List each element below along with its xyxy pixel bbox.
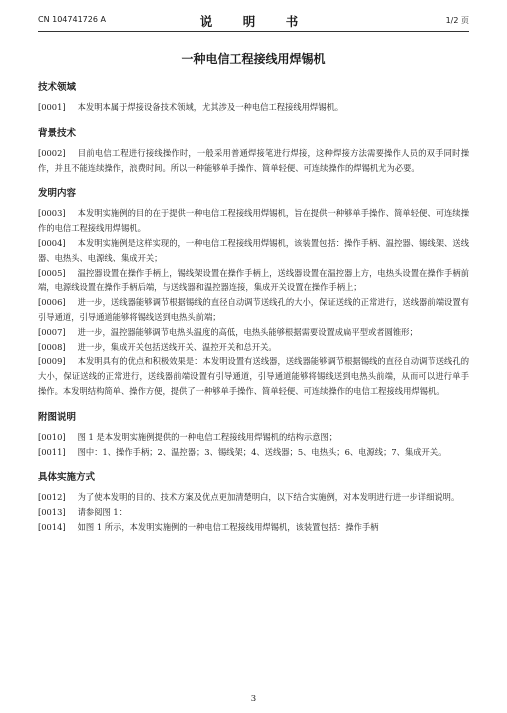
paragraph-number: [0014] — [38, 521, 66, 532]
paragraph-number: [0002] — [38, 147, 66, 158]
header-divider — [38, 31, 469, 32]
paragraph — [38, 295, 469, 325]
paragraph-number: [0009] — [38, 356, 66, 367]
document-title: 一种电信工程接线用焊锡机 — [181, 52, 326, 66]
page-header — [38, 12, 469, 30]
paragraph — [38, 266, 469, 296]
section-gap — [38, 459, 469, 472]
page-number: 3 — [250, 694, 257, 704]
paragraph — [38, 100, 469, 115]
paragraph-number: [0010] — [38, 431, 66, 442]
paragraph — [38, 354, 469, 398]
section-heading: 背景技术 — [38, 127, 77, 139]
paragraph — [38, 430, 469, 445]
paragraph — [38, 236, 469, 266]
paragraph-number: [0011] — [38, 446, 66, 457]
paragraph — [38, 340, 469, 355]
paragraph-number: [0004] — [38, 237, 66, 248]
paragraph — [38, 520, 469, 535]
paragraph — [38, 146, 469, 176]
paragraph-text: 进一步，温控器能够调节电热头温度的高低，电热头能够根据需要设置成扁平型或者圆锥形； — [77, 326, 418, 337]
paragraph-number: [0013] — [38, 507, 66, 518]
paragraph-text: 进一步，送线器能够调节根据锡线的直径自动调节送线孔的大小，保证送线的正常进行，送线器前端设置有引导通道，引导通道能够将锡线送到电热头前端； — [38, 297, 469, 322]
paragraph-text: 图中：1、操作手柄；2、温控器；3、锡线架；4、送线器；5、电热头；6、电源线；7、集成开关。 — [77, 446, 447, 457]
paragraph-number: [0007] — [38, 326, 66, 337]
paragraph — [38, 505, 469, 520]
paragraph-text: 进一步，集成开关包括送线开关、温控开关和总开关。 — [77, 341, 277, 352]
paragraph-text: 本发明本属于焊接设备技术领域，尤其涉及一种电信工程接线用焊锡机。 — [77, 102, 344, 112]
section-heading: 发明内容 — [38, 188, 77, 200]
paragraph-text: 如图 1 所示，本发明实施例的一种电信工程接线用焊锡机，该装置包括：操作手柄 — [77, 521, 379, 532]
document-body — [38, 82, 469, 535]
publication-number: CN 104741726 A — [38, 15, 106, 24]
paragraph-number: [0003] — [38, 208, 66, 219]
paragraph-text: 本发明实施例的目的在于提供一种电信工程接线用焊锡机，旨在提供一种够单手操作、简单轻便、可连续操作的电信工程接线用焊锡机。 — [38, 208, 469, 234]
section-gap — [38, 399, 469, 412]
paragraph-text: 图 1 是本发明实施例提供的一种电信工程接线用焊锡机的结构示意图； — [77, 431, 338, 442]
page-indicator: 1/2 页 — [445, 16, 469, 25]
paragraph-number: [0008] — [38, 341, 66, 352]
paragraph-number: [0005] — [38, 267, 66, 278]
paragraph-text: 目前电信工程进行接线操作时，一般采用普通焊接笔进行焊接，这种焊接方法需要操作人员的双手同时操作，并且不能连续操作，浪费时间。所以一种能够单手操作、简单轻便、可连续操作的焊锡机尤为必要。 — [38, 147, 469, 173]
paragraph-text: 本发明实施例是这样实现的，一种电信工程接线用焊锡机，该装置包括：操作手柄、温控器、锡线架、送线器、电热头、电源线、集成开关； — [38, 237, 469, 263]
paragraph-number: [0012] — [38, 492, 66, 503]
section-heading: 技术领域 — [38, 82, 77, 93]
section-gap — [38, 115, 469, 128]
paragraph — [38, 490, 469, 505]
paragraph-text: 温控器设置在操作手柄上，锡线架设置在操作手柄上，送线器设置在温控器上方，电热头设置在操作手柄前端，电源线设置在操作手柄后端，与送线器和温控器连接，集成开关设置在操作手柄上； — [38, 267, 469, 293]
document-type: 说 明 书 — [199, 14, 308, 29]
paragraph-text: 为了使本发明的目的、技术方案及优点更加清楚明白，以下结合实施例，对本发明进行进一步详细说明。 — [77, 492, 460, 503]
paragraph — [38, 206, 469, 236]
paragraph-number: [0001] — [38, 102, 66, 112]
paragraph-text: 本发明具有的优点和积极效果是：本发明设置有送线器，送线器能够调节根据锡线的直径自动调节送线孔的大小，保证送线的正常进行，送线器前端设置有引导通道，引导通道能够将锡线送到电热头前端，从而可以进行单手操作。本发明结构简单、操作方便，提供了一种够单手操作、简单轻便、可连续操作的电信工程接线用焊锡机。 — [38, 356, 469, 396]
paragraph-text: 请参阅图 1： — [77, 507, 127, 518]
paragraph — [38, 445, 469, 460]
paragraph-number: [0006] — [38, 297, 66, 308]
section-heading: 附图说明 — [38, 411, 77, 423]
paragraph — [38, 325, 469, 340]
section-heading: 具体实施方式 — [38, 472, 96, 484]
section-gap — [38, 175, 469, 188]
